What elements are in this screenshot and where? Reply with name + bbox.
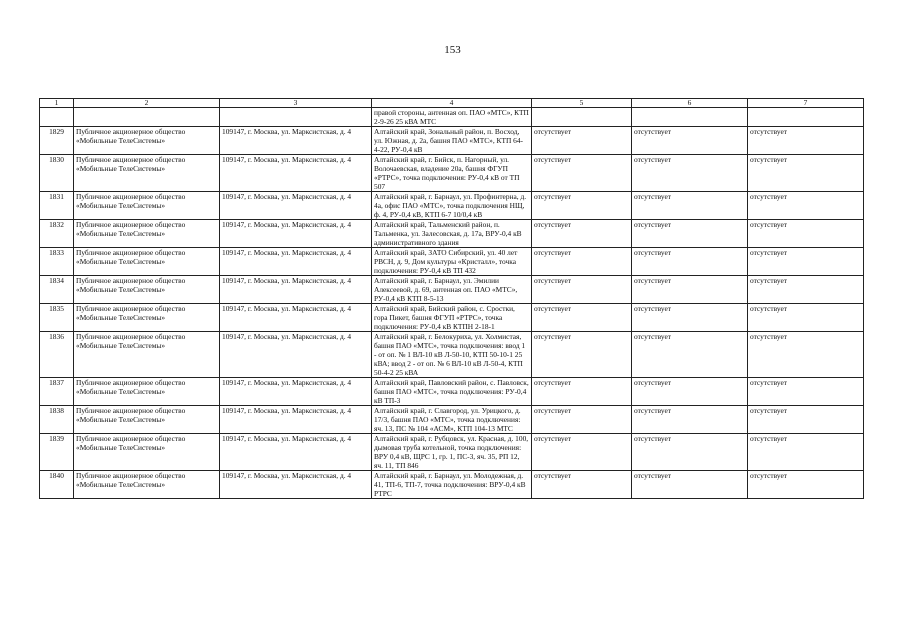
column-6-value: отсутствует (632, 248, 748, 276)
column-7-value: отсутствует (748, 192, 864, 220)
column-6-value: отсутствует (632, 434, 748, 471)
column-5-value: отсутствует (532, 434, 632, 471)
object-location: Алтайский край, г. Рубцовск, ул. Красная, д. 100, дымовая труба котельной, точка подключения: ВРУ 0,4 кВ, ЩРС 1, гр. 1, ПС-3, яч. 35, РП 12, яч. 11, ТП 846 (372, 434, 532, 471)
object-location: Алтайский край, г. Барнаул, ул. Молодежная, д. 41, ТП-6, ТП-7, точка подключения: ВРУ-0,4 кВ РТРС (372, 471, 532, 499)
row-number: 1839 (40, 434, 74, 471)
object-location: Алтайский край, г. Барнаул, ул. Профинтерна, д. 4а, офис ПАО «МТС», точка подключения НЩ, ф. 4, РУ-0,4 кВ, КТП 6-7 10/0,4 кВ (372, 192, 532, 220)
column-5-value: отсутствует (532, 332, 632, 378)
owner-address: 109147, г. Москва, ул. Марксистская, д. 4 (220, 434, 372, 471)
column-6-value: отсутствует (632, 276, 748, 304)
column-7-value: отсутствует (748, 434, 864, 471)
column-header-7: 7 (748, 99, 864, 108)
object-location: Алтайский край, г. Барнаул, ул. Эмилии Алексеевой, д. 69, антенная оп. ПАО «МТС», РУ-0,4 кВ КТП 8-5-13 (372, 276, 532, 304)
owner-name: Публичное акционерное общество «Мобильные ТелеСистемы» (74, 127, 220, 155)
column-6-value: отсутствует (632, 406, 748, 434)
object-location: Алтайский край, Зональный район, п. Восход, ул. Южная, д. 2а, башня ПАО «МТС», КТП 64-4-22, РУ-0,4 кВ (372, 127, 532, 155)
column-7-value: отсутствует (748, 304, 864, 332)
column-number-row (40, 99, 864, 108)
column-7-value: отсутствует (748, 332, 864, 378)
row-number: 1831 (40, 192, 74, 220)
column-5-value: отсутствует (532, 192, 632, 220)
column-7-value: отсутствует (748, 378, 864, 406)
object-location: Алтайский край, Павловский район, с. Павловск, башня ПАО «МТС», точка подключения: РУ-0,4 кВ ТП-3 (372, 378, 532, 406)
table-row (40, 304, 864, 332)
owner-name: Публичное акционерное общество «Мобильные ТелеСистемы» (74, 406, 220, 434)
table-row (40, 220, 864, 248)
column-7-value: отсутствует (748, 220, 864, 248)
row-number: 1833 (40, 248, 74, 276)
column-7-value: отсутствует (748, 276, 864, 304)
owner-address: 109147, г. Москва, ул. Марксистская, д. 4 (220, 276, 372, 304)
column-7-value: отсутствует (748, 155, 864, 192)
column-5-value: отсутствует (532, 378, 632, 406)
row-number: 1832 (40, 220, 74, 248)
object-location: Алтайский край, г. Белокуриха, ул. Холмистая, башня ПАО «МТС», точка подключения: ввод 1 - от оп. № 1 ВЛ-10 кВ Л-50-10, КТП 50-10-1 25 кВА; ввод 2 - от оп. № 6 ВЛ-10 кВ Л-50-4, КТП 50-4-2 25 кВА (372, 332, 532, 378)
row-number: 1840 (40, 471, 74, 499)
column-header-3: 3 (220, 99, 372, 108)
column-6-value: отсутствует (632, 332, 748, 378)
column-header-6: 6 (632, 99, 748, 108)
column-6-value: отсутствует (632, 378, 748, 406)
owner-name: Публичное акционерное общество «Мобильные ТелеСистемы» (74, 248, 220, 276)
column-7-value: отсутствует (748, 406, 864, 434)
owner-address: 109147, г. Москва, ул. Марксистская, д. 4 (220, 155, 372, 192)
owner-name: Публичное акционерное общество «Мобильные ТелеСистемы» (74, 155, 220, 192)
table-row (40, 155, 864, 192)
owner-address: 109147, г. Москва, ул. Марксистская, д. 4 (220, 248, 372, 276)
column-6-value: отсутствует (632, 127, 748, 155)
column-5-value: отсутствует (532, 127, 632, 155)
object-location: Алтайский край, ЗАТО Сибирский, ул. 40 лет РВСН, д. 9, Дом культуры «Кристалл», точка подключения: РУ-0,4 кВ ТП 432 (372, 248, 532, 276)
owner-name: Публичное акционерное общество «Мобильные ТелеСистемы» (74, 332, 220, 378)
column-header-2: 2 (74, 99, 220, 108)
column-5-value: отсутствует (532, 304, 632, 332)
owner-address: 109147, г. Москва, ул. Марксистская, д. 4 (220, 192, 372, 220)
owner-name: Публичное акционерное общество «Мобильные ТелеСистемы» (74, 220, 220, 248)
owner-address: 109147, г. Москва, ул. Марксистская, д. 4 (220, 406, 372, 434)
column-7-value: отсутствует (748, 248, 864, 276)
column-6-value: отсутствует (632, 155, 748, 192)
row-number: 1836 (40, 332, 74, 378)
owner-address: 109147, г. Москва, ул. Марксистская, д. 4 (220, 220, 372, 248)
page-number: 153 (444, 44, 461, 56)
owner-name: Публичное акционерное общество «Мобильные ТелеСистемы» (74, 378, 220, 406)
owner-address: 109147, г. Москва, ул. Марксистская, д. 4 (220, 378, 372, 406)
owner-name: Публичное акционерное общество «Мобильные ТелеСистемы» (74, 192, 220, 220)
object-location: Алтайский край, г. Бийск, п. Нагорный, ул. Волочаевская, владение 20а, башня ФГУП «РТРС», точка подключения: РУ-0,4 кВ от ТП 507 (372, 155, 532, 192)
continuation-row (40, 108, 864, 127)
table-row (40, 434, 864, 471)
column-5-value: отсутствует (532, 220, 632, 248)
row-number: 1835 (40, 304, 74, 332)
table-row (40, 127, 864, 155)
row-number: 1838 (40, 406, 74, 434)
row-number: 1829 (40, 127, 74, 155)
column-header-4: 4 (372, 99, 532, 108)
row-number: 1830 (40, 155, 74, 192)
row-number: 1834 (40, 276, 74, 304)
column-header-5: 5 (532, 99, 632, 108)
owner-address: 109147, г. Москва, ул. Марксистская, д. 4 (220, 471, 372, 499)
column-6-value: отсутствует (632, 192, 748, 220)
owner-name: Публичное акционерное общество «Мобильные ТелеСистемы» (74, 276, 220, 304)
table-row (40, 406, 864, 434)
owner-address: 109147, г. Москва, ул. Марксистская, д. 4 (220, 127, 372, 155)
column-5-value: отсутствует (532, 471, 632, 499)
table-row (40, 378, 864, 406)
table-row (40, 276, 864, 304)
column-7-value: отсутствует (748, 127, 864, 155)
owner-name: Публичное акционерное общество «Мобильные ТелеСистемы» (74, 304, 220, 332)
column-6-value: отсутствует (632, 304, 748, 332)
column-7-value: отсутствует (748, 471, 864, 499)
owner-address: 109147, г. Москва, ул. Марксистская, д. 4 (220, 304, 372, 332)
column-header-1: 1 (40, 99, 74, 108)
owner-address: 109147, г. Москва, ул. Марксистская, д. 4 (220, 332, 372, 378)
owner-name: Публичное акционерное общество «Мобильные ТелеСистемы» (74, 471, 220, 499)
column-5-value: отсутствует (532, 248, 632, 276)
table-row (40, 471, 864, 499)
column-5-value: отсутствует (532, 155, 632, 192)
table-row (40, 192, 864, 220)
registry-table (39, 98, 864, 499)
object-location: Алтайский край, г. Славгород, ул. Урицкого, д. 17/3, башня ПАО «МТС», точка подключения: яч. 13, ПС № 104 «АСМ», КТП 104-13 МТС (372, 406, 532, 434)
column-5-value: отсутствует (532, 276, 632, 304)
table-row (40, 248, 864, 276)
table-row (40, 332, 864, 378)
column-6-value: отсутствует (632, 220, 748, 248)
column-6-value: отсутствует (632, 471, 748, 499)
column-5-value: отсутствует (532, 406, 632, 434)
owner-name: Публичное акционерное общество «Мобильные ТелеСистемы» (74, 434, 220, 471)
continuation-text: правой стороны, антенная оп. ПАО «МТС», КТП 2-9-26 25 кВА МТС (372, 108, 532, 127)
row-number: 1837 (40, 378, 74, 406)
object-location: Алтайский край, Тальменский район, п. Тальменка, ул. Залесовская, д. 17а, ВРУ-0,4 кВ административного здания (372, 220, 532, 248)
object-location: Алтайский край, Бийский район, с. Сростки, гора Пикет, башня ФГУП «РТРС», точка подключения: РУ-0,4 кВ КТПН 2-18-1 (372, 304, 532, 332)
